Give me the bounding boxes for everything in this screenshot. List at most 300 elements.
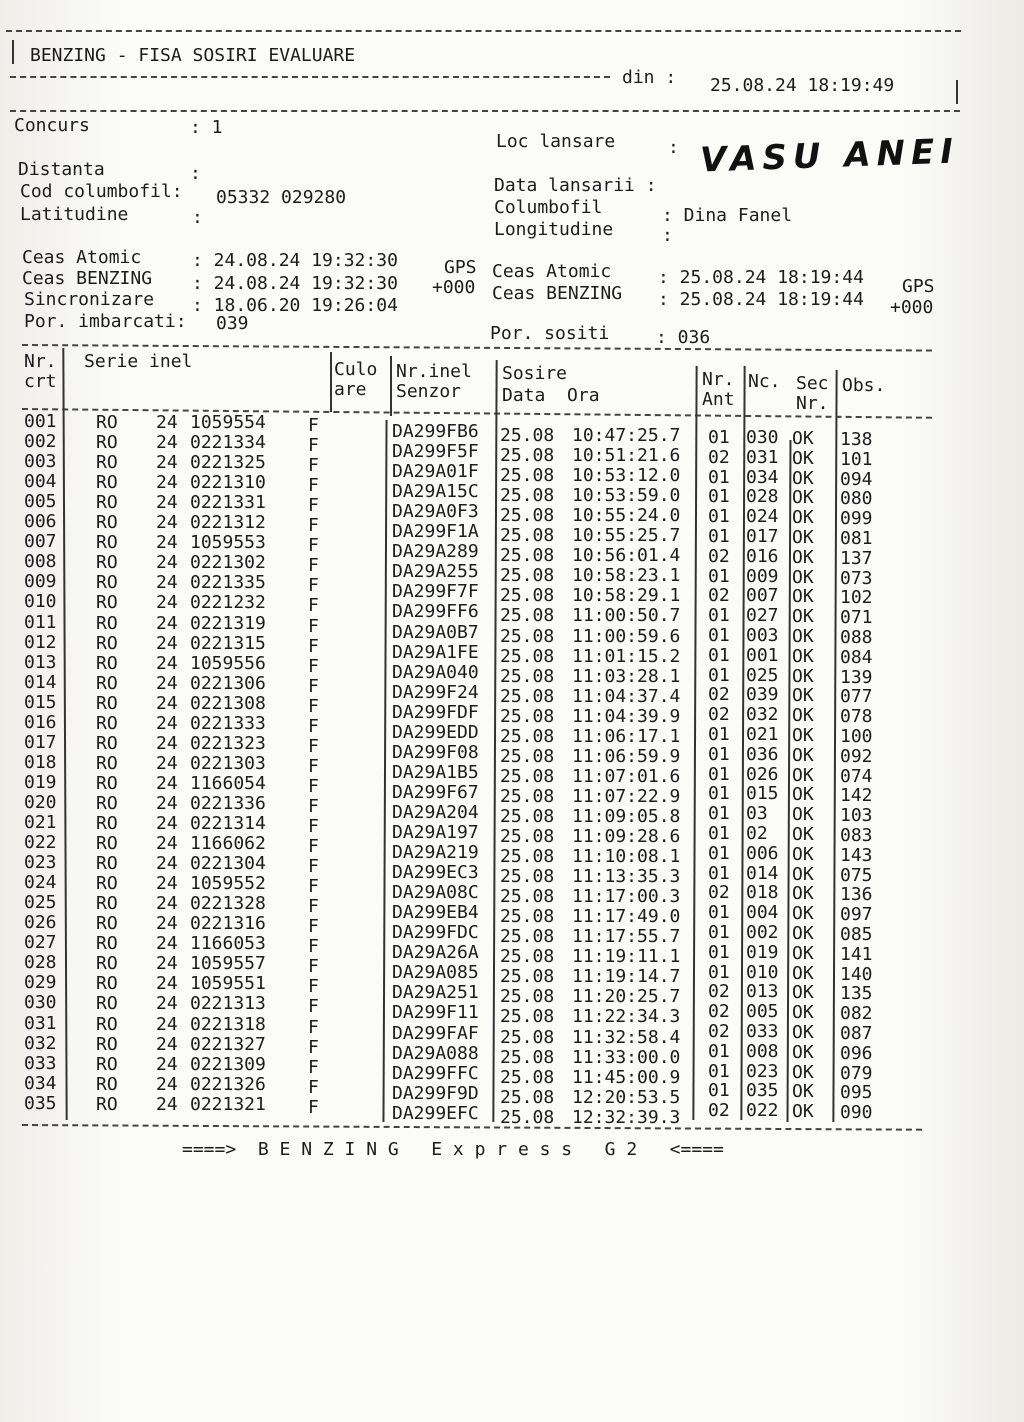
row-time: 11:19:14.7 <box>572 966 681 988</box>
col-sep-nc <box>740 366 745 1120</box>
row-time: 11:00:50.7 <box>572 605 681 627</box>
row-year: 24 <box>156 953 178 975</box>
row-sex: F <box>308 435 319 457</box>
row-year: 24 <box>156 893 178 915</box>
row-ring: 0221323 <box>190 732 266 754</box>
row-nc: 027 <box>746 605 779 627</box>
row-nr-ant: 02 <box>708 545 730 567</box>
row-obs: 137 <box>840 547 873 569</box>
col-header-nr-ant: Nr. <box>702 369 735 390</box>
row-obs: 073 <box>840 567 873 589</box>
row-sex: F <box>308 996 319 1018</box>
row-time: 11:04:39.9 <box>572 705 681 727</box>
row-ring: 0221232 <box>190 592 266 614</box>
row-date: 25.08 <box>500 946 555 968</box>
header-bottom-rule <box>10 110 960 112</box>
row-sensor: DA299EFC <box>392 1102 479 1124</box>
row-sex: F <box>308 856 319 878</box>
row-ring: 0221335 <box>190 572 266 594</box>
row-sec: OK <box>792 725 814 746</box>
row-sensor: DA299F11 <box>392 1002 479 1024</box>
row-country: RO <box>96 973 118 995</box>
row-country: RO <box>96 1053 118 1075</box>
row-nr: 006 <box>24 511 57 533</box>
row-obs: 101 <box>840 448 873 470</box>
header-right-bar <box>956 80 958 104</box>
row-nr: 018 <box>24 751 57 773</box>
row-time: 11:22:34.3 <box>572 1006 681 1028</box>
longitudine-label: Longitudine <box>494 219 614 240</box>
row-country: RO <box>96 592 118 614</box>
row-sensor: DA29A15C <box>392 481 479 503</box>
row-ring: 0221309 <box>190 1053 266 1075</box>
row-nr-ant: 02 <box>708 704 730 726</box>
ceas-atomic-right-label: Ceas Atomic <box>492 261 612 282</box>
row-ring: 0221333 <box>190 712 266 734</box>
row-sensor: DA299FFC <box>392 1062 479 1084</box>
row-obs: 078 <box>840 706 873 728</box>
row-country: RO <box>96 492 118 514</box>
row-sex: F <box>308 956 319 978</box>
row-sex: F <box>308 575 319 597</box>
row-year: 24 <box>156 1013 178 1035</box>
row-nc: 035 <box>746 1080 779 1102</box>
por-imbarcati-value: 039 <box>216 313 249 334</box>
col-sep-obs <box>832 370 837 1122</box>
row-nr: 002 <box>24 431 57 453</box>
row-ring: 0221331 <box>190 492 266 514</box>
loc-lansare-colon: : <box>668 137 679 158</box>
ceas-benzing-suffix: +000 <box>432 277 476 298</box>
row-year: 24 <box>156 1093 178 1115</box>
row-nr-ant: 01 <box>708 1060 730 1082</box>
row-nc: 023 <box>746 1060 779 1082</box>
row-sec: OK <box>792 863 814 885</box>
row-sec: OK <box>792 705 814 727</box>
row-sensor: DA29A1FE <box>392 641 479 663</box>
row-nc: 02 <box>746 823 768 844</box>
row-sec: OK <box>792 507 814 529</box>
latitudine-value: : <box>192 207 203 228</box>
row-nr: 033 <box>24 1052 57 1074</box>
row-nc: 03 <box>746 803 768 825</box>
por-imbarcati-label: Por. imbarcati: <box>24 311 187 332</box>
row-time: 11:09:28.6 <box>572 826 681 847</box>
row-sex: F <box>308 896 319 918</box>
row-obs: 080 <box>840 488 873 510</box>
row-date: 25.08 <box>500 525 555 547</box>
row-sec: OK <box>792 923 814 944</box>
row-sec: OK <box>792 566 814 588</box>
row-ring: 0221312 <box>190 512 266 534</box>
row-obs: 096 <box>840 1042 873 1064</box>
row-nr-ant: 01 <box>708 922 730 943</box>
row-country: RO <box>96 712 118 734</box>
row-date: 25.08 <box>500 445 555 467</box>
row-time: 11:10:08.1 <box>572 846 681 868</box>
row-nr-ant: 01 <box>708 605 730 627</box>
row-date: 25.08 <box>500 886 555 908</box>
row-sensor: DA299FB6 <box>392 421 479 442</box>
ceas-benzing-right-suffix: +000 <box>890 297 934 318</box>
row-nr: 032 <box>24 1032 57 1054</box>
row-country: RO <box>96 672 118 694</box>
columbofil-label: Columbofil <box>494 197 603 218</box>
row-ring: 0221328 <box>190 893 266 915</box>
row-nr-ant: 01 <box>708 427 730 448</box>
distanta-label: Distanta <box>18 159 105 180</box>
row-sensor: DA299EC3 <box>392 862 479 884</box>
row-nr: 026 <box>24 912 57 934</box>
row-year: 24 <box>156 833 178 855</box>
ceas-atomic-value: : 24.08.24 19:32:30 <box>192 250 398 271</box>
row-sex: F <box>308 595 319 617</box>
row-year: 24 <box>156 792 178 814</box>
row-time: 10:53:59.0 <box>572 485 681 507</box>
row-country: RO <box>96 612 118 634</box>
row-nr: 019 <box>24 771 57 793</box>
row-date: 25.08 <box>500 1066 555 1088</box>
row-country: RO <box>96 1013 118 1035</box>
row-nr: 009 <box>24 571 57 593</box>
row-sensor: DA299FAF <box>392 1022 479 1044</box>
ceas-atomic-right-suffix: GPS <box>902 276 935 297</box>
row-date: 25.08 <box>500 926 555 948</box>
row-nc: 036 <box>746 743 779 765</box>
row-nc: 031 <box>746 446 779 468</box>
row-nr-ant: 02 <box>708 585 730 607</box>
row-date: 25.08 <box>500 846 555 868</box>
row-sensor: DA29A204 <box>392 801 479 823</box>
row-nr-ant: 01 <box>708 565 730 587</box>
col-sep-senzor <box>382 420 387 1122</box>
row-year: 24 <box>156 472 178 494</box>
header-left-bar <box>12 40 14 64</box>
row-obs: 100 <box>840 726 873 747</box>
col-header-sec-nr: Nr. <box>796 393 829 414</box>
row-time: 11:17:49.0 <box>572 906 681 928</box>
row-date: 25.08 <box>500 805 555 827</box>
ceas-atomic-suffix: GPS <box>444 257 477 278</box>
row-date: 25.08 <box>500 1006 555 1028</box>
row-ring: 1059552 <box>190 873 266 895</box>
row-date: 25.08 <box>500 725 555 747</box>
row-obs: 136 <box>840 884 873 906</box>
row-obs: 077 <box>840 686 873 708</box>
columbofil-value: : Dina Fanel <box>662 205 793 226</box>
row-nr: 010 <box>24 591 57 613</box>
row-country: RO <box>96 993 118 1015</box>
row-obs: 139 <box>840 666 873 688</box>
row-sex: F <box>308 455 319 477</box>
row-obs: 081 <box>840 528 873 549</box>
row-nr-ant: 01 <box>708 862 730 884</box>
col-sep-sec <box>787 440 792 1122</box>
cod-columbofil-label: Cod columbofil: <box>20 181 183 202</box>
row-sex: F <box>308 1036 319 1058</box>
row-date: 25.08 <box>500 1106 555 1128</box>
longitudine-value: : <box>662 225 673 246</box>
cod-columbofil-value: 05332 029280 <box>216 187 347 208</box>
row-date: 25.08 <box>500 986 555 1008</box>
row-sec: OK <box>792 645 814 667</box>
row-sensor: DA29A08C <box>392 882 479 904</box>
ceas-atomic-right-value: : 25.08.24 18:19:44 <box>658 267 864 288</box>
row-country: RO <box>96 432 118 454</box>
row-year: 24 <box>156 993 178 1015</box>
row-obs: 102 <box>840 587 873 609</box>
row-time: 11:32:58.4 <box>572 1026 681 1048</box>
row-sec: OK <box>792 1101 814 1123</box>
row-nr: 003 <box>24 451 57 473</box>
row-sec: OK <box>792 982 814 1004</box>
row-nc: 022 <box>746 1100 779 1122</box>
row-obs: 099 <box>840 508 873 530</box>
row-nr-ant: 02 <box>708 684 730 706</box>
row-date: 25.08 <box>500 866 555 888</box>
row-nr-ant: 01 <box>708 1040 730 1062</box>
col-header-crt: crt <box>24 371 57 392</box>
row-nr-ant: 01 <box>708 625 730 646</box>
row-ring: 1059557 <box>190 953 266 975</box>
footer-banner: ====> B E N Z I N G E x p r e s s G 2 <==== <box>182 1139 724 1160</box>
row-nr-ant: 01 <box>708 664 730 686</box>
row-nc: 028 <box>746 486 779 508</box>
row-nr-ant: 02 <box>708 882 730 904</box>
row-ring: 1059551 <box>190 973 266 995</box>
row-nc: 009 <box>746 565 779 587</box>
row-nc: 016 <box>746 545 779 567</box>
row-date: 25.08 <box>500 625 555 647</box>
row-year: 24 <box>156 933 178 955</box>
row-country: RO <box>96 913 118 935</box>
row-sex: F <box>308 1056 319 1078</box>
row-date: 25.08 <box>500 565 555 587</box>
row-year: 24 <box>156 432 178 454</box>
por-sositi-label: Por. sositi <box>490 323 610 344</box>
row-country: RO <box>96 953 118 975</box>
row-nr-ant: 02 <box>708 446 730 468</box>
row-obs: 094 <box>840 468 873 490</box>
row-ring: 0221316 <box>190 913 266 935</box>
row-year: 24 <box>156 492 178 514</box>
row-date: 25.08 <box>500 826 555 847</box>
row-nc: 017 <box>746 526 779 547</box>
row-sec: OK <box>792 527 814 548</box>
row-nr: 034 <box>24 1072 57 1094</box>
row-sex: F <box>308 495 319 517</box>
row-sex: F <box>308 1016 319 1038</box>
row-country: RO <box>96 692 118 714</box>
row-nr: 017 <box>24 731 57 753</box>
row-nc: 003 <box>746 625 779 646</box>
col-header-culo: Culo <box>334 359 378 380</box>
row-nr-ant: 01 <box>708 961 730 983</box>
row-nr-ant: 02 <box>708 981 730 1003</box>
row-ring: 0221303 <box>190 752 266 774</box>
row-sex: F <box>308 755 319 777</box>
row-sex: F <box>308 555 319 577</box>
row-sex: F <box>308 635 319 657</box>
row-nr: 024 <box>24 872 57 894</box>
row-country: RO <box>96 853 118 875</box>
row-sec: OK <box>792 962 814 984</box>
row-year: 24 <box>156 853 178 875</box>
row-country: RO <box>96 652 118 674</box>
row-date: 25.08 <box>500 585 555 607</box>
row-date: 25.08 <box>500 645 555 667</box>
row-sec: OK <box>792 1022 814 1043</box>
row-year: 24 <box>156 873 178 895</box>
row-sensor: DA299F7F <box>392 581 479 603</box>
data-lansarii-label: Data lansarii : <box>494 175 657 196</box>
row-time: 10:47:25.7 <box>572 425 681 446</box>
row-obs: 138 <box>840 429 873 450</box>
row-year: 24 <box>156 652 178 674</box>
row-year: 24 <box>156 452 178 474</box>
row-time: 10:58:29.1 <box>572 585 681 607</box>
row-sensor: DA29A088 <box>392 1042 479 1064</box>
row-ring: 0221326 <box>190 1073 266 1095</box>
row-country: RO <box>96 833 118 855</box>
col-header-nc: Nc. <box>748 371 781 392</box>
row-year: 24 <box>156 412 178 433</box>
col-sep-serie-header <box>330 352 332 412</box>
row-nc: 030 <box>746 427 779 448</box>
row-year: 24 <box>156 692 178 714</box>
row-ring: 0221325 <box>190 452 266 474</box>
row-nc: 005 <box>746 1001 779 1023</box>
ceas-benzing-right-value: : 25.08.24 18:19:44 <box>658 289 864 310</box>
row-sensor: DA29A0B7 <box>392 621 479 643</box>
row-sensor: DA299F9D <box>392 1082 479 1104</box>
row-sec: OK <box>792 784 814 806</box>
row-nr-ant: 02 <box>708 1100 730 1122</box>
row-country: RO <box>96 873 118 895</box>
row-nr: 007 <box>24 531 57 553</box>
row-sec: OK <box>792 1061 814 1083</box>
row-time: 11:06:17.1 <box>572 725 681 747</box>
row-year: 24 <box>156 612 178 634</box>
row-time: 10:56:01.4 <box>572 545 681 567</box>
sincronizare-label: Sincronizare <box>24 289 155 310</box>
row-country: RO <box>96 552 118 574</box>
row-obs: 143 <box>840 844 873 866</box>
row-year: 24 <box>156 512 178 534</box>
row-time: 12:20:53.5 <box>572 1086 681 1108</box>
row-sec: OK <box>792 665 814 687</box>
row-sensor: DA29A040 <box>392 661 479 683</box>
row-obs: 074 <box>840 765 873 787</box>
row-sec: OK <box>792 744 814 766</box>
row-sensor: DA299F24 <box>392 681 479 703</box>
row-year: 24 <box>156 1053 178 1075</box>
row-time: 11:00:59.6 <box>572 625 681 647</box>
row-date: 25.08 <box>500 605 555 627</box>
row-sec: OK <box>792 903 814 925</box>
row-sensor: DA299F67 <box>392 781 479 803</box>
row-ring: 1166054 <box>190 772 266 794</box>
row-sec: OK <box>792 824 814 845</box>
col-header-senzor: Senzor <box>396 381 462 402</box>
row-time: 11:06:59.9 <box>572 745 681 767</box>
row-country: RO <box>96 792 118 814</box>
row-sensor: DA29A1B5 <box>392 761 479 783</box>
loc-lansare-label: Loc lansare <box>496 131 616 152</box>
row-nc: 002 <box>746 922 779 943</box>
row-ring: 0221313 <box>190 993 266 1015</box>
row-obs: 088 <box>840 627 873 648</box>
row-year: 24 <box>156 1073 178 1095</box>
row-nr: 011 <box>24 611 57 633</box>
ceas-atomic-label: Ceas Atomic <box>22 247 142 268</box>
row-nr: 035 <box>24 1092 57 1114</box>
row-sec: OK <box>792 447 814 469</box>
row-nc: 007 <box>746 585 779 607</box>
row-ring: 1059556 <box>190 652 266 674</box>
row-sensor: DA299EB4 <box>392 902 479 924</box>
col-header-nrinel: Nr.inel <box>396 361 472 382</box>
row-nr-ant: 01 <box>708 941 730 963</box>
row-nr-ant: 01 <box>708 743 730 765</box>
row-sec: OK <box>792 843 814 865</box>
row-date: 25.08 <box>500 1046 555 1068</box>
row-time: 10:58:23.1 <box>572 565 681 587</box>
row-sec: OK <box>792 883 814 905</box>
ceas-benzing-right-label: Ceas BENZING <box>492 283 623 304</box>
row-nr: 004 <box>24 471 57 493</box>
row-sensor: DA299F08 <box>392 741 479 763</box>
row-sensor: DA299FF6 <box>392 601 479 623</box>
row-time: 10:55:24.0 <box>572 505 681 527</box>
row-time: 11:09:05.8 <box>572 805 681 827</box>
row-sensor: DA299F1A <box>392 521 479 543</box>
row-obs: 097 <box>840 904 873 926</box>
row-sec: OK <box>792 764 814 786</box>
row-nc: 006 <box>746 842 779 864</box>
col-header-serie: Serie inel <box>84 351 193 372</box>
row-sec: OK <box>792 467 814 489</box>
row-sensor: DA29A255 <box>392 561 479 583</box>
row-date: 25.08 <box>500 665 555 687</box>
row-year: 24 <box>156 913 178 935</box>
concurs-value: : 1 <box>190 117 223 138</box>
row-nr-ant: 02 <box>708 1021 730 1042</box>
row-country: RO <box>96 572 118 594</box>
row-sec: OK <box>792 487 814 509</box>
row-sex: F <box>308 415 319 436</box>
row-year: 24 <box>156 732 178 754</box>
row-sex: F <box>308 1096 319 1118</box>
row-nr-ant: 01 <box>708 763 730 785</box>
row-sec: OK <box>792 626 814 647</box>
row-nr: 013 <box>24 651 57 673</box>
row-date: 25.08 <box>500 505 555 527</box>
row-ring: 0221302 <box>190 552 266 574</box>
header-mid-rule <box>10 76 610 78</box>
row-time: 11:01:15.2 <box>572 645 681 667</box>
row-nr: 023 <box>24 852 57 874</box>
row-ring: 0221319 <box>190 612 266 634</box>
row-sex: F <box>308 916 319 938</box>
row-time: 10:51:21.6 <box>572 445 681 467</box>
row-obs: 140 <box>840 963 873 985</box>
row-date: 25.08 <box>500 1086 555 1108</box>
row-year: 24 <box>156 532 178 554</box>
row-obs: 090 <box>840 1102 873 1124</box>
row-date: 25.08 <box>500 785 555 807</box>
row-date: 25.08 <box>500 465 555 487</box>
